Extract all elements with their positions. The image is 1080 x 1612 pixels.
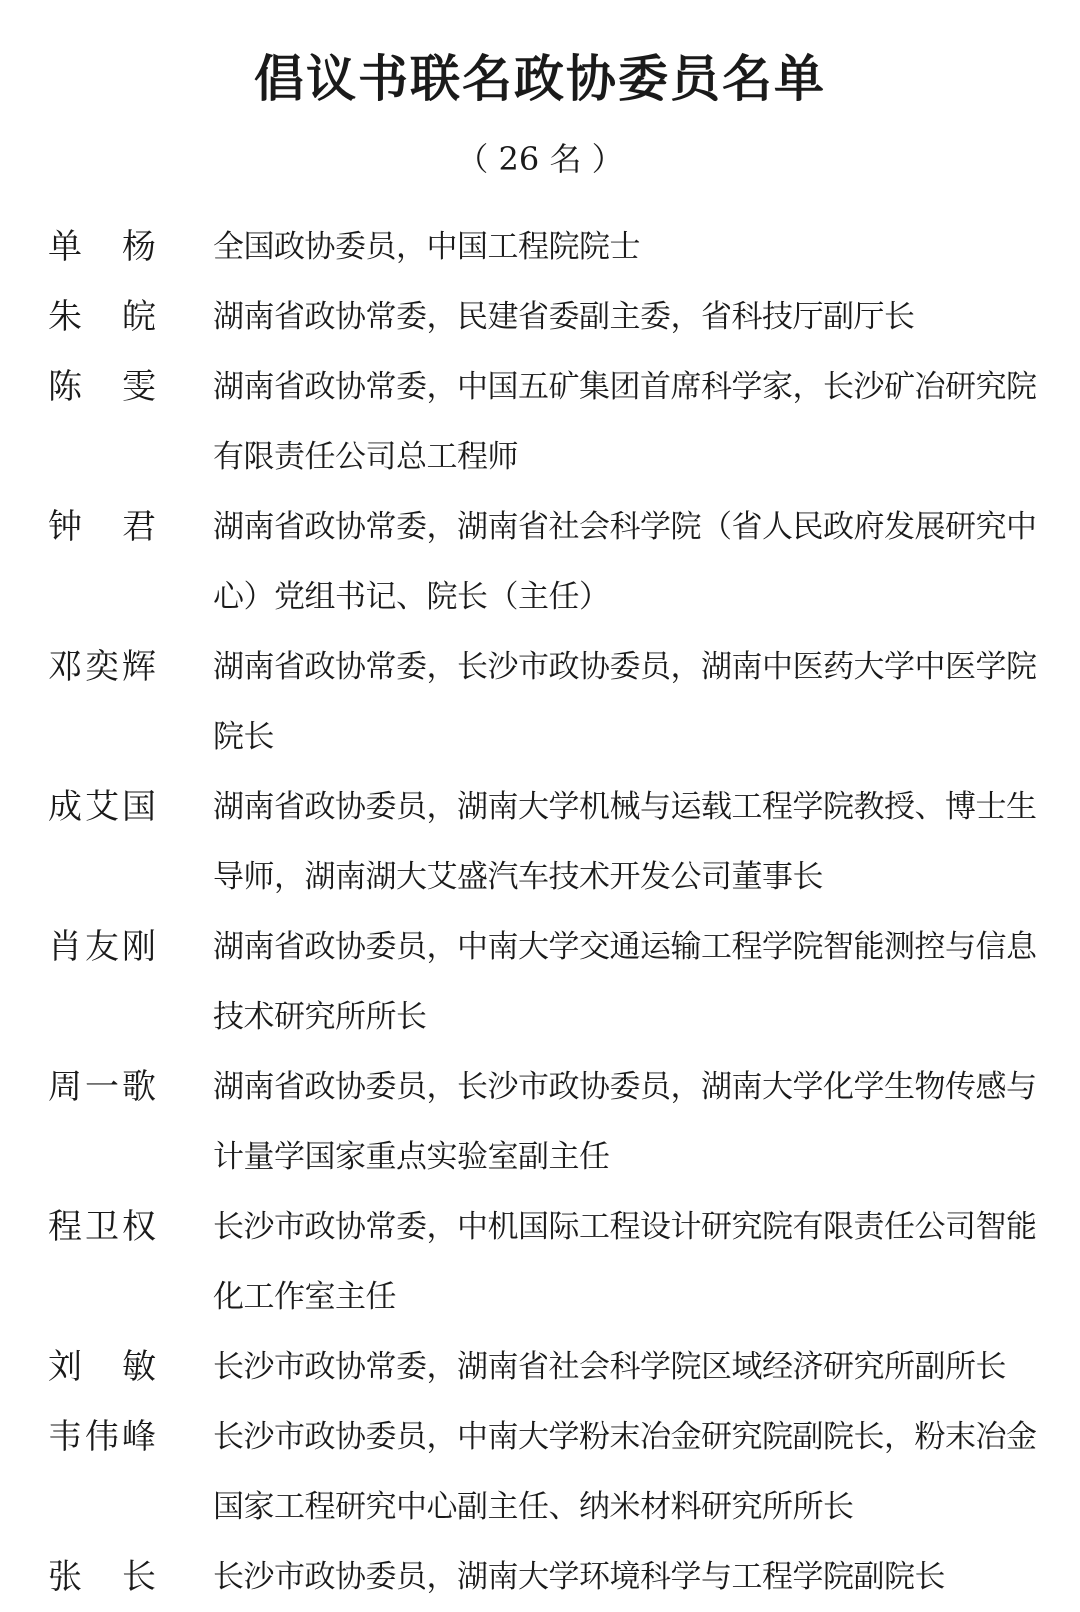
member-name: 程卫权 (48, 1207, 156, 1247)
list-item (48, 632, 1058, 772)
member-name: 成艾国 (48, 787, 156, 827)
member-description: 湖南省政协常委，湖南省社会科学院（省人民政府发展研究中心）党组书记、院长（主任） (213, 509, 1037, 615)
member-name: 钟 君 (48, 507, 156, 547)
list-item (48, 352, 1058, 492)
member-description: 湖南省政协委员，中南大学交通运输工程学院智能测控与信息技术研究所所长 (213, 929, 1037, 1035)
member-list (48, 212, 1058, 1612)
member-description: 长沙市政协常委，中机国际工程设计研究院有限责任公司智能化工作室主任 (213, 1209, 1037, 1315)
member-description: 湖南省政协委员，湖南大学机械与运载工程学院教授、博士生导师，湖南湖大艾盛汽车技术开发公司董事长 (213, 789, 1037, 895)
member-name: 韦伟峰 (48, 1417, 156, 1457)
member-description: 长沙市政协委员，中南大学粉末冶金研究院副院长，粉末冶金国家工程研究中心副主任、纳米材料研究所所长 (213, 1419, 1037, 1525)
member-description: 全国政协委员，中国工程院院士 (213, 229, 640, 265)
member-name: 肖友刚 (48, 927, 156, 967)
page-title: 倡议书联名政协委员名单 (254, 49, 826, 108)
member-count: （ 26 名 ） (456, 140, 624, 178)
member-description: 湖南省政协常委，中国五矿集团首席科学家，长沙矿冶研究院有限责任公司总工程师 (213, 369, 1037, 475)
member-description: 长沙市政协常委，湖南省社会科学院区域经济研究所副所长 (213, 1349, 1006, 1385)
list-item (48, 772, 1058, 912)
member-description: 湖南省政协常委，民建省委副主委，省科技厅副厅长 (213, 299, 915, 335)
member-description: 湖南省政协委员，长沙市政协委员，湖南大学化学生物传感与计量学国家重点实验室副主任 (213, 1069, 1037, 1175)
list-item (48, 912, 1058, 1052)
member-name: 张 长 (48, 1557, 156, 1597)
member-name: 邓奕辉 (48, 647, 156, 687)
member-name: 朱 皖 (48, 297, 156, 337)
member-description: 湖南省政协常委，长沙市政协委员，湖南中医药大学中医学院院长 (213, 649, 1037, 755)
list-item (48, 1052, 1058, 1192)
list-item (48, 492, 1058, 632)
list-item (48, 1192, 1058, 1332)
member-name: 单 杨 (48, 227, 156, 267)
member-name: 周一歌 (48, 1067, 156, 1107)
member-name: 刘 敏 (48, 1347, 156, 1387)
list-item (48, 1402, 1058, 1542)
list-item (48, 282, 1058, 352)
member-name: 陈 雯 (48, 367, 156, 407)
list-item (48, 212, 1058, 282)
list-item (48, 1542, 1058, 1612)
member-description: 长沙市政协委员，湖南大学环境科学与工程学院副院长 (213, 1559, 945, 1595)
list-item (48, 1332, 1058, 1402)
